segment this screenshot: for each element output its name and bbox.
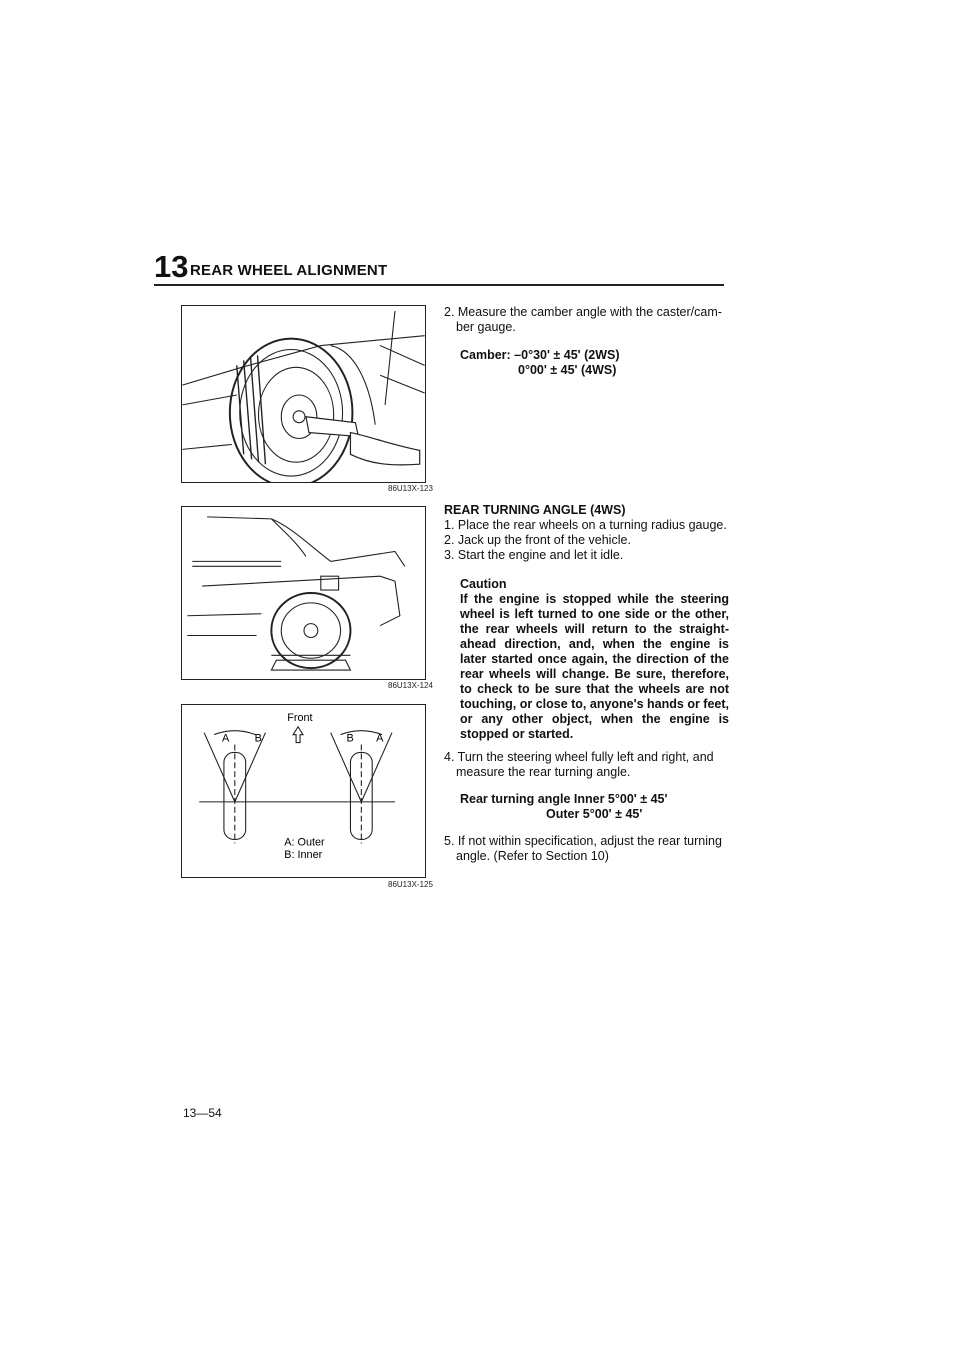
turning-step-4: 4. Turn the steering wheel fully left and right, and measure the rear turning angle.	[444, 750, 714, 779]
turning-step-5: 5. If not within specification, adjust the rear turning angle. (Refer to Section 10)	[444, 834, 722, 863]
section-title: REAR WHEEL ALIGNMENT	[190, 262, 388, 279]
camber-gauge-illustration	[182, 306, 425, 482]
angle-diagram	[182, 705, 425, 877]
camber-spec-1: Camber: –0°30' ± 45' (2WS)	[460, 348, 620, 362]
figure-angle-diagram	[181, 704, 426, 878]
turning-step-2: 2. Jack up the front of the vehicle.	[444, 533, 631, 547]
caution-title: Caution	[460, 577, 507, 591]
label-b-right: B	[346, 732, 354, 745]
turning-spec-1: Rear turning angle Inner 5°00' ± 45'	[460, 792, 668, 806]
turning-step-1: 1. Place the rear wheels on a turning radius gauge.	[444, 518, 727, 532]
camber-section	[444, 305, 729, 378]
turning-spec-2: Outer 5°00' ± 45'	[546, 807, 643, 821]
figure-code: 86U13X-125	[388, 880, 433, 889]
turning-step-3: 3. Start the engine and let it idle.	[444, 548, 624, 562]
page-header	[154, 250, 724, 284]
label-a-left: A	[221, 732, 230, 745]
chapter-number: 13	[154, 249, 189, 284]
turning-section	[444, 503, 729, 864]
figure-camber-gauge	[181, 305, 426, 483]
front-label: Front	[287, 711, 313, 724]
page-number: 13—54	[183, 1106, 222, 1120]
figure-code: 86U13X-124	[388, 681, 433, 690]
figure-code: 86U13X-123	[388, 484, 433, 493]
caution-text: If the engine is stopped while the steering wheel is left turned to one side or the other, the rear wheels will return to the straight-ahead direction, and, when the engine is later started once again, the direction of the rear wheels will change. Be sure, therefore, to check to be sure that the wheels are not touching, or close to, anyone's hands or feet, or any other object, when the engine is stopped or started.	[460, 592, 729, 741]
legend-outer: A: Outer	[284, 836, 325, 849]
turning-heading: REAR TURNING ANGLE (4WS)	[444, 503, 626, 517]
camber-step: 2. Measure the camber angle with the caster/cam-ber gauge.	[444, 305, 722, 334]
turning-gauge-illustration	[182, 507, 425, 679]
label-a-right: A	[376, 732, 384, 745]
camber-spec-2: 0°00' ± 45' (4WS)	[518, 363, 617, 377]
figure-turning-gauge	[181, 506, 426, 680]
legend-inner: B: Inner	[284, 849, 323, 862]
header-rule	[154, 284, 724, 286]
label-b-left: B	[254, 732, 262, 745]
